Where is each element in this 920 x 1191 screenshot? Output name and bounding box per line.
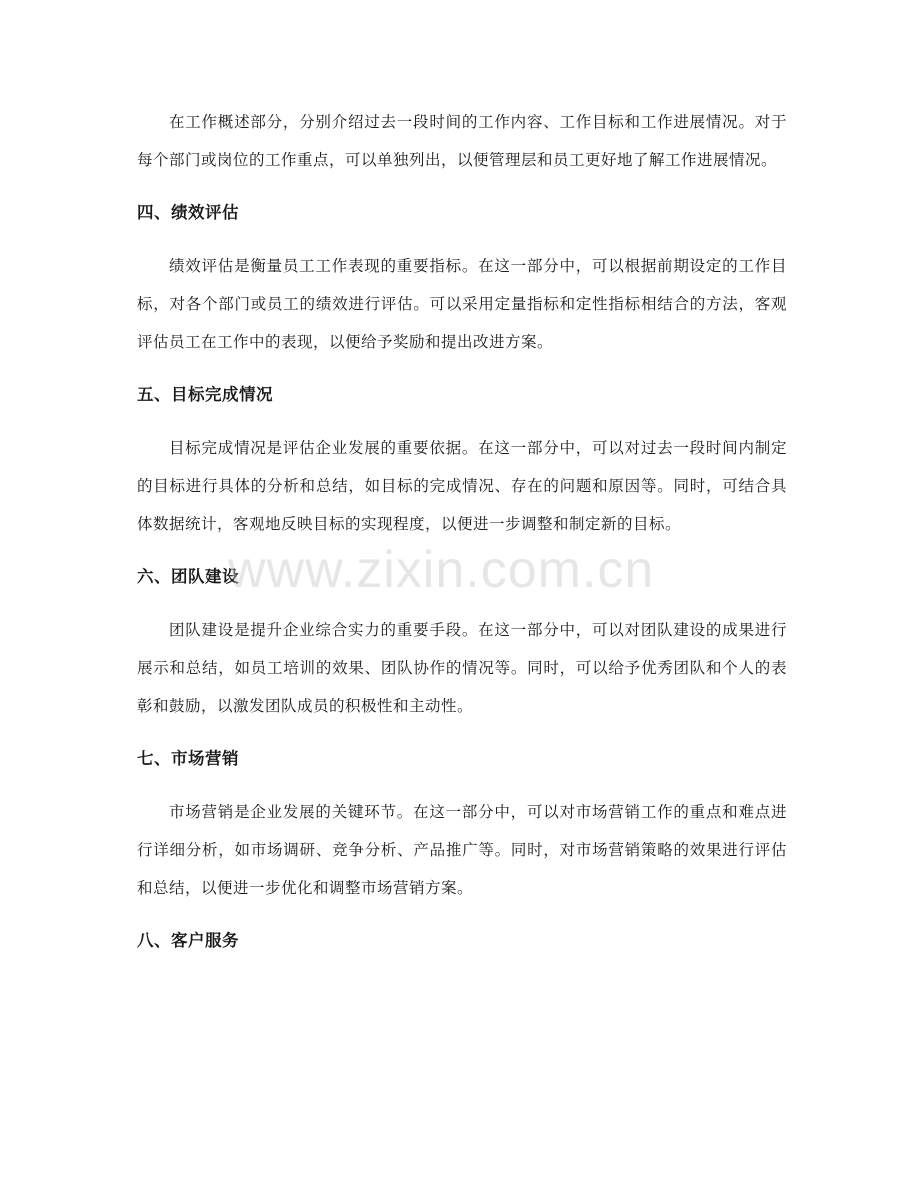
- document-body: [137, 103, 787, 960]
- section-heading-goal-completion: 五、目标完成情况: [137, 385, 273, 404]
- section-paragraph-performance: 绩效评估是衡量员工工作表现的重要指标。在这一部分中，可以根据前期设定的工作目标，对各个部门或员工的绩效进行评估。可以采用定量指标和定性指标相结合的方法，客观评估员工在工作中的表现，以便给予奖励和提出改进方案。: [137, 257, 787, 351]
- intro-paragraph: 在工作概述部分，分别介绍过去一段时间的工作内容、工作目标和工作进展情况。对于每个部门或岗位的工作重点，可以单独列出，以便管理层和员工更好地了解工作进展情况。: [137, 113, 787, 169]
- section-heading-team-building: 六、团队建设: [137, 567, 239, 586]
- section-paragraph-goal-completion: 目标完成情况是评估企业发展的重要依据。在这一部分中，可以对过去一段时间内制定的目标进行具体的分析和总结，如目标的完成情况、存在的问题和原因等。同时，可结合具体数据统计，客观地反映目标的实现程度，以便进一步调整和制定新的目标。: [137, 439, 787, 533]
- section-heading-marketing: 七、市场营销: [137, 749, 239, 768]
- section-paragraph-marketing: 市场营销是企业发展的关键环节。在这一部分中，可以对市场营销工作的重点和难点进行详细分析，如市场调研、竞争分析、产品推广等。同时，对市场营销策略的效果进行评估和总结，以便进一步优化和调整市场营销方案。: [137, 803, 787, 897]
- section-heading-performance: 四、绩效评估: [137, 203, 239, 222]
- section-heading-customer-service: 八、客户服务: [137, 931, 239, 950]
- watermark-text: www.zixin.com.cn: [228, 541, 655, 599]
- section-paragraph-team-building: 团队建设是提升企业综合实力的重要手段。在这一部分中，可以对团队建设的成果进行展示和总结，如员工培训的效果、团队协作的情况等。同时，可以给予优秀团队和个人的表彰和鼓励，以激发团队成员的积极性和主动性。: [137, 621, 787, 715]
